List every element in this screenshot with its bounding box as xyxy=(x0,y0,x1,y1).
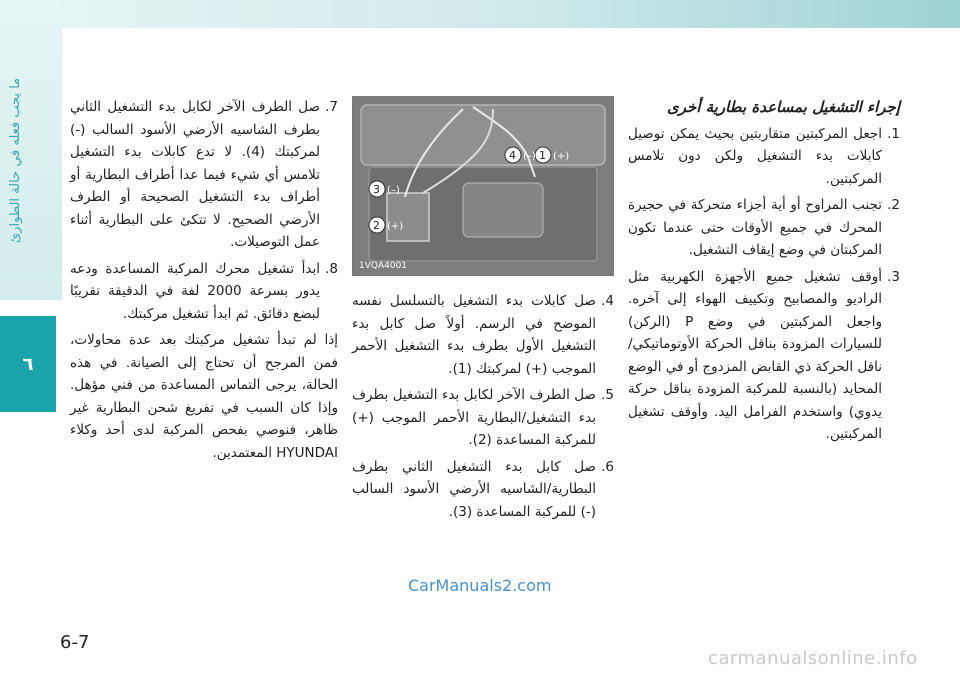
list-item-number: 4. xyxy=(601,293,614,309)
list-item-text: ابدأ تشغيل محرك المركبة المساعدة ودعه يدور بسرعة 2000 لفة في الدقيقة تقريبًا لبضع دقائق. ثم ابدأ تشغيل مركبتك. xyxy=(70,260,320,322)
list-item xyxy=(352,290,614,380)
list-item xyxy=(352,384,614,452)
callout-1-polarity: (+) xyxy=(553,151,570,162)
jump-start-illustration xyxy=(352,96,614,276)
list-item xyxy=(352,456,614,524)
figure-code: 1VQA4001 xyxy=(359,261,408,271)
middle-column xyxy=(352,290,614,527)
list-item-text: صل كابلات بدء التشغيل بالتسلسل نفسه الموضح في الرسم. أولاً صل كابل بدء التشغيل الأول بطرف بدء التشغيل الأحمر الموجب (+) لمركبتك (1). xyxy=(352,293,596,377)
callout-4: 4 xyxy=(509,149,516,162)
list-item-number: 2. xyxy=(887,197,900,213)
list-item-number: 5. xyxy=(601,387,614,403)
list-item-text: اجعل المركبتين متقاربتين بحيث يمكن توصيل كابلات بدء التشغيل ولكن دون تلامس المركبتين. xyxy=(628,125,882,187)
list-item-number: 1. xyxy=(887,125,900,142)
list-item-number: 7. xyxy=(325,99,338,115)
list-item xyxy=(70,258,338,326)
page-number: 6-7 xyxy=(60,632,90,653)
list-item-text: تجنب المراوح أو أية أجزاء متحركة في حجيرة المحرك في جميع الأوقات حتى عندما تكون المركبتان في وضع إيقاف التشغيل. xyxy=(628,197,882,258)
list-item xyxy=(628,194,900,262)
callout-1: 1 xyxy=(539,149,546,162)
engine-bay-drawing xyxy=(353,97,613,275)
list-item xyxy=(70,96,338,254)
procedure-heading: إجراء التشغيل بمساعدة بطارية أخرى xyxy=(666,98,900,116)
callout-4-polarity: (–) xyxy=(523,151,536,162)
right-column xyxy=(628,96,900,450)
left-column xyxy=(70,96,338,468)
callout-2-polarity: (+) xyxy=(387,221,404,232)
list-item-text: صل كابل بدء التشغيل الثاني بطرف البطارية/الشاسيه الأرضي الأسود السالب (-) للمركبة المساعدة (3). xyxy=(352,458,596,520)
chapter-number: ٦ xyxy=(22,353,34,375)
list-item xyxy=(628,123,900,191)
footer-site-mark: carmanualsonline.info xyxy=(708,648,918,669)
list-item-text: صل الطرف الآخر لكابل بدء التشغيل الثاني بطرف الشاسيه الأرضي الأسود السالب (-) لمركبتك (4). لا تدع كابلات بدء التشغيل تلامس أي شيء فيما عدا أطراف البطارية أو أطراف بدء التشغيل الصحيحة أو الطرف الأرضي الصحيح. لا تتكئ على البطارية أثناء عمل التوصيلات. xyxy=(70,99,320,250)
list-item-number: 8. xyxy=(325,260,338,277)
callout-3-polarity: (–) xyxy=(387,185,400,196)
chapter-tab xyxy=(0,316,56,412)
list-item-number: 6. xyxy=(601,458,614,475)
list-item-number: 3. xyxy=(887,268,900,285)
note-text: إذا لم تبدأ تشغيل مركبتك بعد عدة محاولات، فمن المرجح أن تحتاج إلى الصيانة. في هذه الحالة، يرجى التماس المساعدة من فني مؤهل. وإذا كان السبب في تفريغ شحن البطارية غير ظاهر، فنوصي بفحص المركبة لدى أحد وكلاء HYUNDAI المعتمدين. xyxy=(70,332,338,461)
callout-2: 2 xyxy=(373,219,380,232)
list-item-text: صل الطرف الآخر لكابل بدء التشغيل بطرف بدء التشغيل/البطارية الأحمر الموجب (+) للمركبة المساعدة (2). xyxy=(352,387,596,448)
callout-3: 3 xyxy=(373,183,380,196)
note-paragraph xyxy=(70,329,338,464)
watermark-link[interactable]: CarManuals2.com xyxy=(408,576,552,595)
list-item-text: أوقف تشغيل جميع الأجهزة الكهربية مثل الراديو والمصابيح وتكييف الهواء إلى آخره. واجعل المركبتين في وضع P (الركن) للسيارات المزودة بناقل الحركة الأوتوماتيكي/ناقل الحركة ذي القابض المزدوج أو في الوضع المحايد (بالنسبة للمركبة المزودة بناقل حركة يدوي) واستخدم الفرامل اليد. وأوقف تشغيل المركبتين. xyxy=(628,268,882,442)
section-title: ما يجب فعله في حالة الطوارئ xyxy=(8,77,23,243)
top-color-band xyxy=(0,0,960,28)
list-item xyxy=(628,266,900,446)
